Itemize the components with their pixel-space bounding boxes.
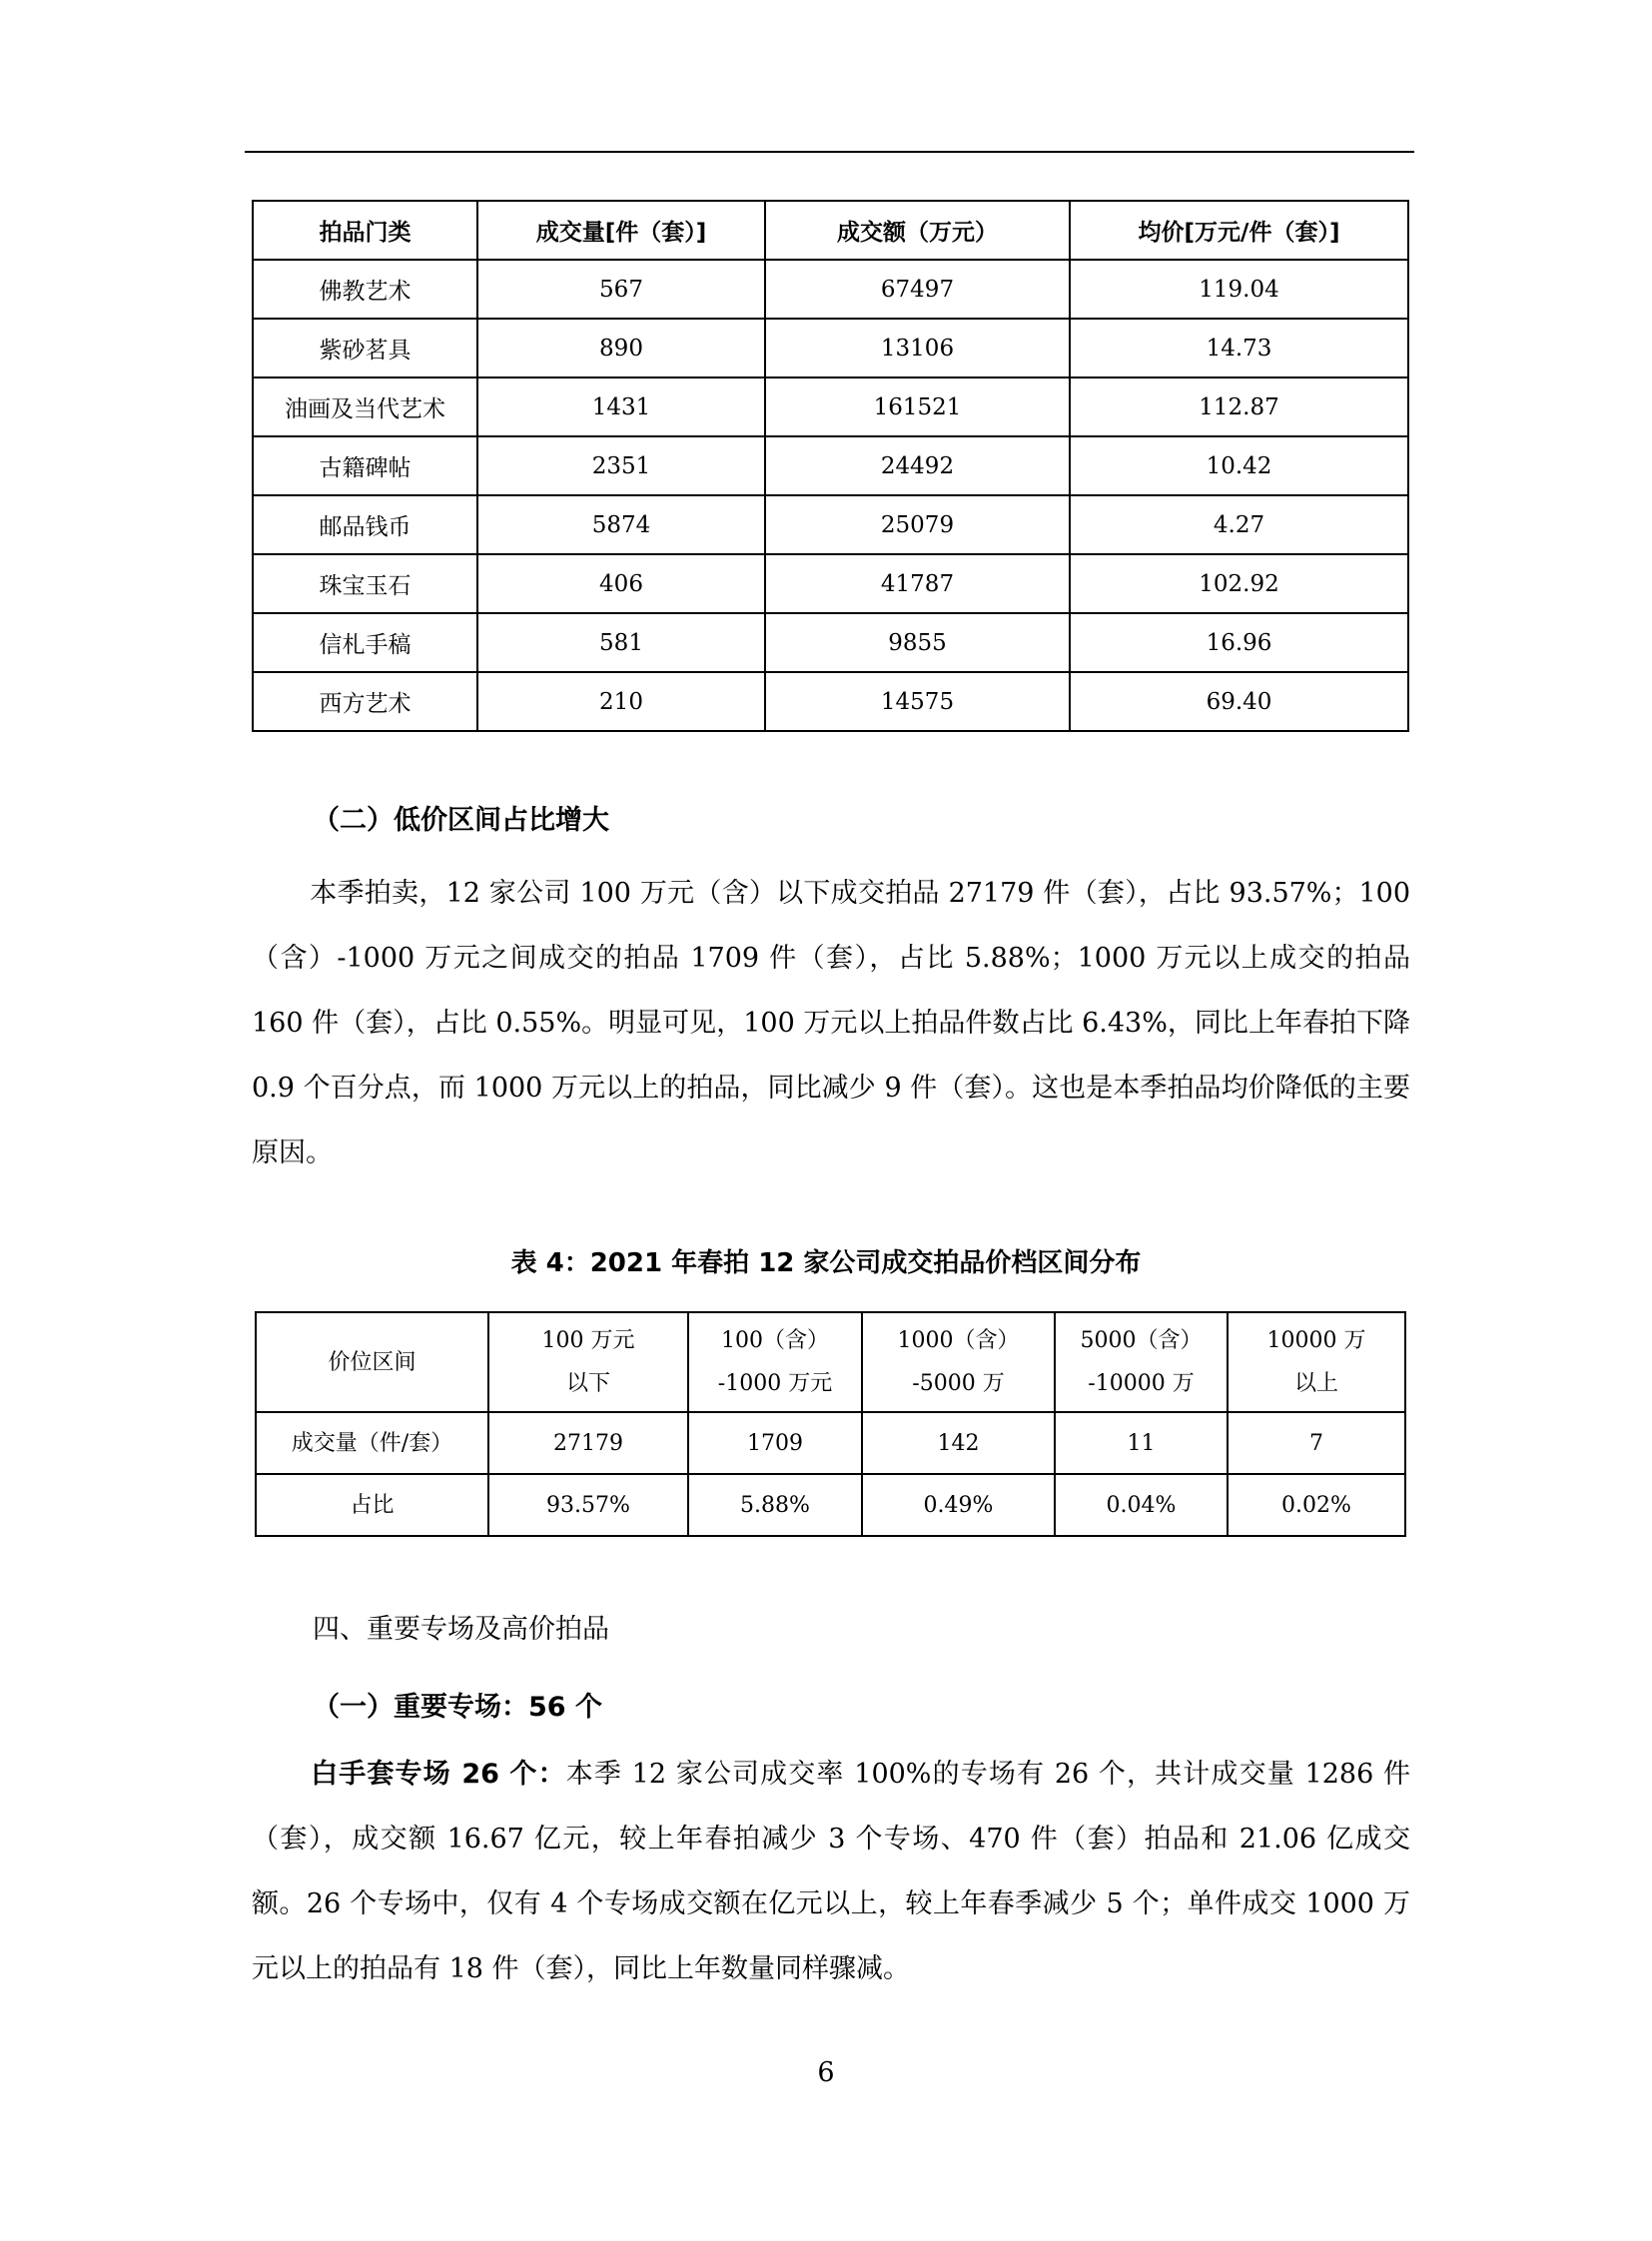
turnover-cell: 13106 <box>765 319 1070 377</box>
table-row <box>253 260 1408 319</box>
table-row <box>256 1474 1405 1536</box>
table-row <box>253 554 1408 613</box>
turnover-cell: 9855 <box>765 613 1070 672</box>
range-header-line: 100 万元 <box>541 1328 635 1353</box>
table-row <box>253 319 1408 377</box>
table-row <box>253 495 1408 554</box>
category-cell: 佛教艺术 <box>253 260 477 319</box>
paragraph-text: 本季 12 家公司成交率 100%的专场有 26 个，共计成交量 1286 件（套），成交额 16.67 亿元，较上年春拍减少 3 个专场、470 件（套）拍品和 21.06 亿成交额。26 个专场中，仅有 4 个专场成交额在亿元以上，较上年春季减少 5 个；单件成交 1000 万元以上的拍品有 18 件（套），同比上年数量同样骤减。 <box>252 1759 1410 1984</box>
avg-price-cell: 14.73 <box>1070 319 1408 377</box>
section-heading: （二）低价区间占比增大 <box>313 805 609 836</box>
value-cell: 11 <box>1055 1412 1228 1474</box>
range-header-line: 以下 <box>565 1371 610 1396</box>
volume-cell: 406 <box>477 554 765 613</box>
table-header-row <box>256 1312 1405 1412</box>
table-row <box>253 613 1408 672</box>
avg-price-cell: 112.87 <box>1070 377 1408 436</box>
range-header-line: 5000（含） <box>1080 1328 1203 1353</box>
avg-price-cell: 16.96 <box>1070 613 1408 672</box>
volume-cell: 210 <box>477 672 765 731</box>
range-header-line: 1000（含） <box>897 1328 1020 1353</box>
range-header-line: -10000 万 <box>1088 1371 1195 1396</box>
category-cell: 信札手稿 <box>253 613 477 672</box>
table-row <box>256 1412 1405 1474</box>
category-cell: 西方艺术 <box>253 672 477 731</box>
range-header-line: -1000 万元 <box>717 1371 833 1396</box>
body-paragraph <box>252 861 1410 1185</box>
category-cell: 珠宝玉石 <box>253 554 477 613</box>
value-cell: 0.04% <box>1055 1474 1228 1536</box>
column-header: 拍品门类 <box>253 201 477 260</box>
category-cell: 油画及当代艺术 <box>253 377 477 436</box>
row-label: 成交量（件/套） <box>256 1412 488 1474</box>
row-label: 占比 <box>256 1474 488 1536</box>
avg-price-cell: 102.92 <box>1070 554 1408 613</box>
category-cell: 邮品钱币 <box>253 495 477 554</box>
chapter-heading: 四、重要专场及高价拍品 <box>313 1614 609 1645</box>
range-header <box>688 1312 862 1412</box>
turnover-cell: 24492 <box>765 436 1070 495</box>
column-header: 成交量[件（套）] <box>477 201 765 260</box>
table-row <box>253 436 1408 495</box>
category-cell: 紫砂茗具 <box>253 319 477 377</box>
range-header <box>1228 1312 1405 1412</box>
range-header-line: 以上 <box>1293 1371 1338 1396</box>
avg-price-cell: 10.42 <box>1070 436 1408 495</box>
value-cell: 0.49% <box>862 1474 1055 1536</box>
table-caption: 表 4：2021 年春拍 12 家公司成交拍品价档区间分布 <box>510 1248 1142 1278</box>
volume-cell: 581 <box>477 613 765 672</box>
avg-price-cell: 119.04 <box>1070 260 1408 319</box>
value-cell: 5.88% <box>688 1474 862 1536</box>
paragraph-lead: 白手套专场 26 个： <box>310 1759 566 1790</box>
table-row <box>253 377 1408 436</box>
value-cell: 0.02% <box>1228 1474 1405 1536</box>
avg-price-cell: 4.27 <box>1070 495 1408 554</box>
table-header-row <box>253 201 1408 260</box>
category-cell: 古籍碑帖 <box>253 436 477 495</box>
turnover-cell: 67497 <box>765 260 1070 319</box>
value-cell: 7 <box>1228 1412 1405 1474</box>
range-header-line: -5000 万 <box>912 1371 1005 1396</box>
page-number: 6 <box>817 2057 835 2088</box>
column-header: 均价[万元/件（套）] <box>1070 201 1408 260</box>
volume-cell: 2351 <box>477 436 765 495</box>
volume-cell: 890 <box>477 319 765 377</box>
subsection-heading: （一）重要专场：56 个 <box>313 1692 602 1723</box>
table-row <box>253 672 1408 731</box>
value-cell: 142 <box>862 1412 1055 1474</box>
turnover-cell: 41787 <box>765 554 1070 613</box>
paragraph-text: 本季拍卖，12 家公司 100 万元（含）以下成交拍品 27179 件（套），占比 93.57%；100（含）-1000 万元之间成交的拍品 1709 件（套），占比 5.88%；1000 万元以上成交的拍品 160 件（套），占比 0.55%。明显可见，100 万元以上拍品件数占比 6.43%，同比上年春拍下降 0.9 个百分点，而 1000 万元以上的拍品，同比减少 9 件（套）。这也是本季拍品均价降低的主要原因。 <box>252 878 1410 1168</box>
value-cell: 1709 <box>688 1412 862 1474</box>
value-cell: 27179 <box>488 1412 688 1474</box>
avg-price-cell: 69.40 <box>1070 672 1408 731</box>
range-header <box>1055 1312 1228 1412</box>
volume-cell: 567 <box>477 260 765 319</box>
turnover-cell: 161521 <box>765 377 1070 436</box>
turnover-cell: 25079 <box>765 495 1070 554</box>
range-header-line: 100（含） <box>721 1328 829 1353</box>
volume-cell: 5874 <box>477 495 765 554</box>
header-rule <box>245 151 1414 153</box>
range-header <box>488 1312 688 1412</box>
volume-cell: 1431 <box>477 377 765 436</box>
body-paragraph <box>252 1742 1410 2001</box>
value-cell: 93.57% <box>488 1474 688 1536</box>
range-header <box>862 1312 1055 1412</box>
category-stats-table <box>252 200 1409 732</box>
turnover-cell: 14575 <box>765 672 1070 731</box>
price-range-table <box>255 1311 1406 1537</box>
column-header: 成交额（万元） <box>765 201 1070 260</box>
range-header-line: 10000 万 <box>1266 1328 1366 1353</box>
corner-header: 价位区间 <box>256 1312 488 1412</box>
